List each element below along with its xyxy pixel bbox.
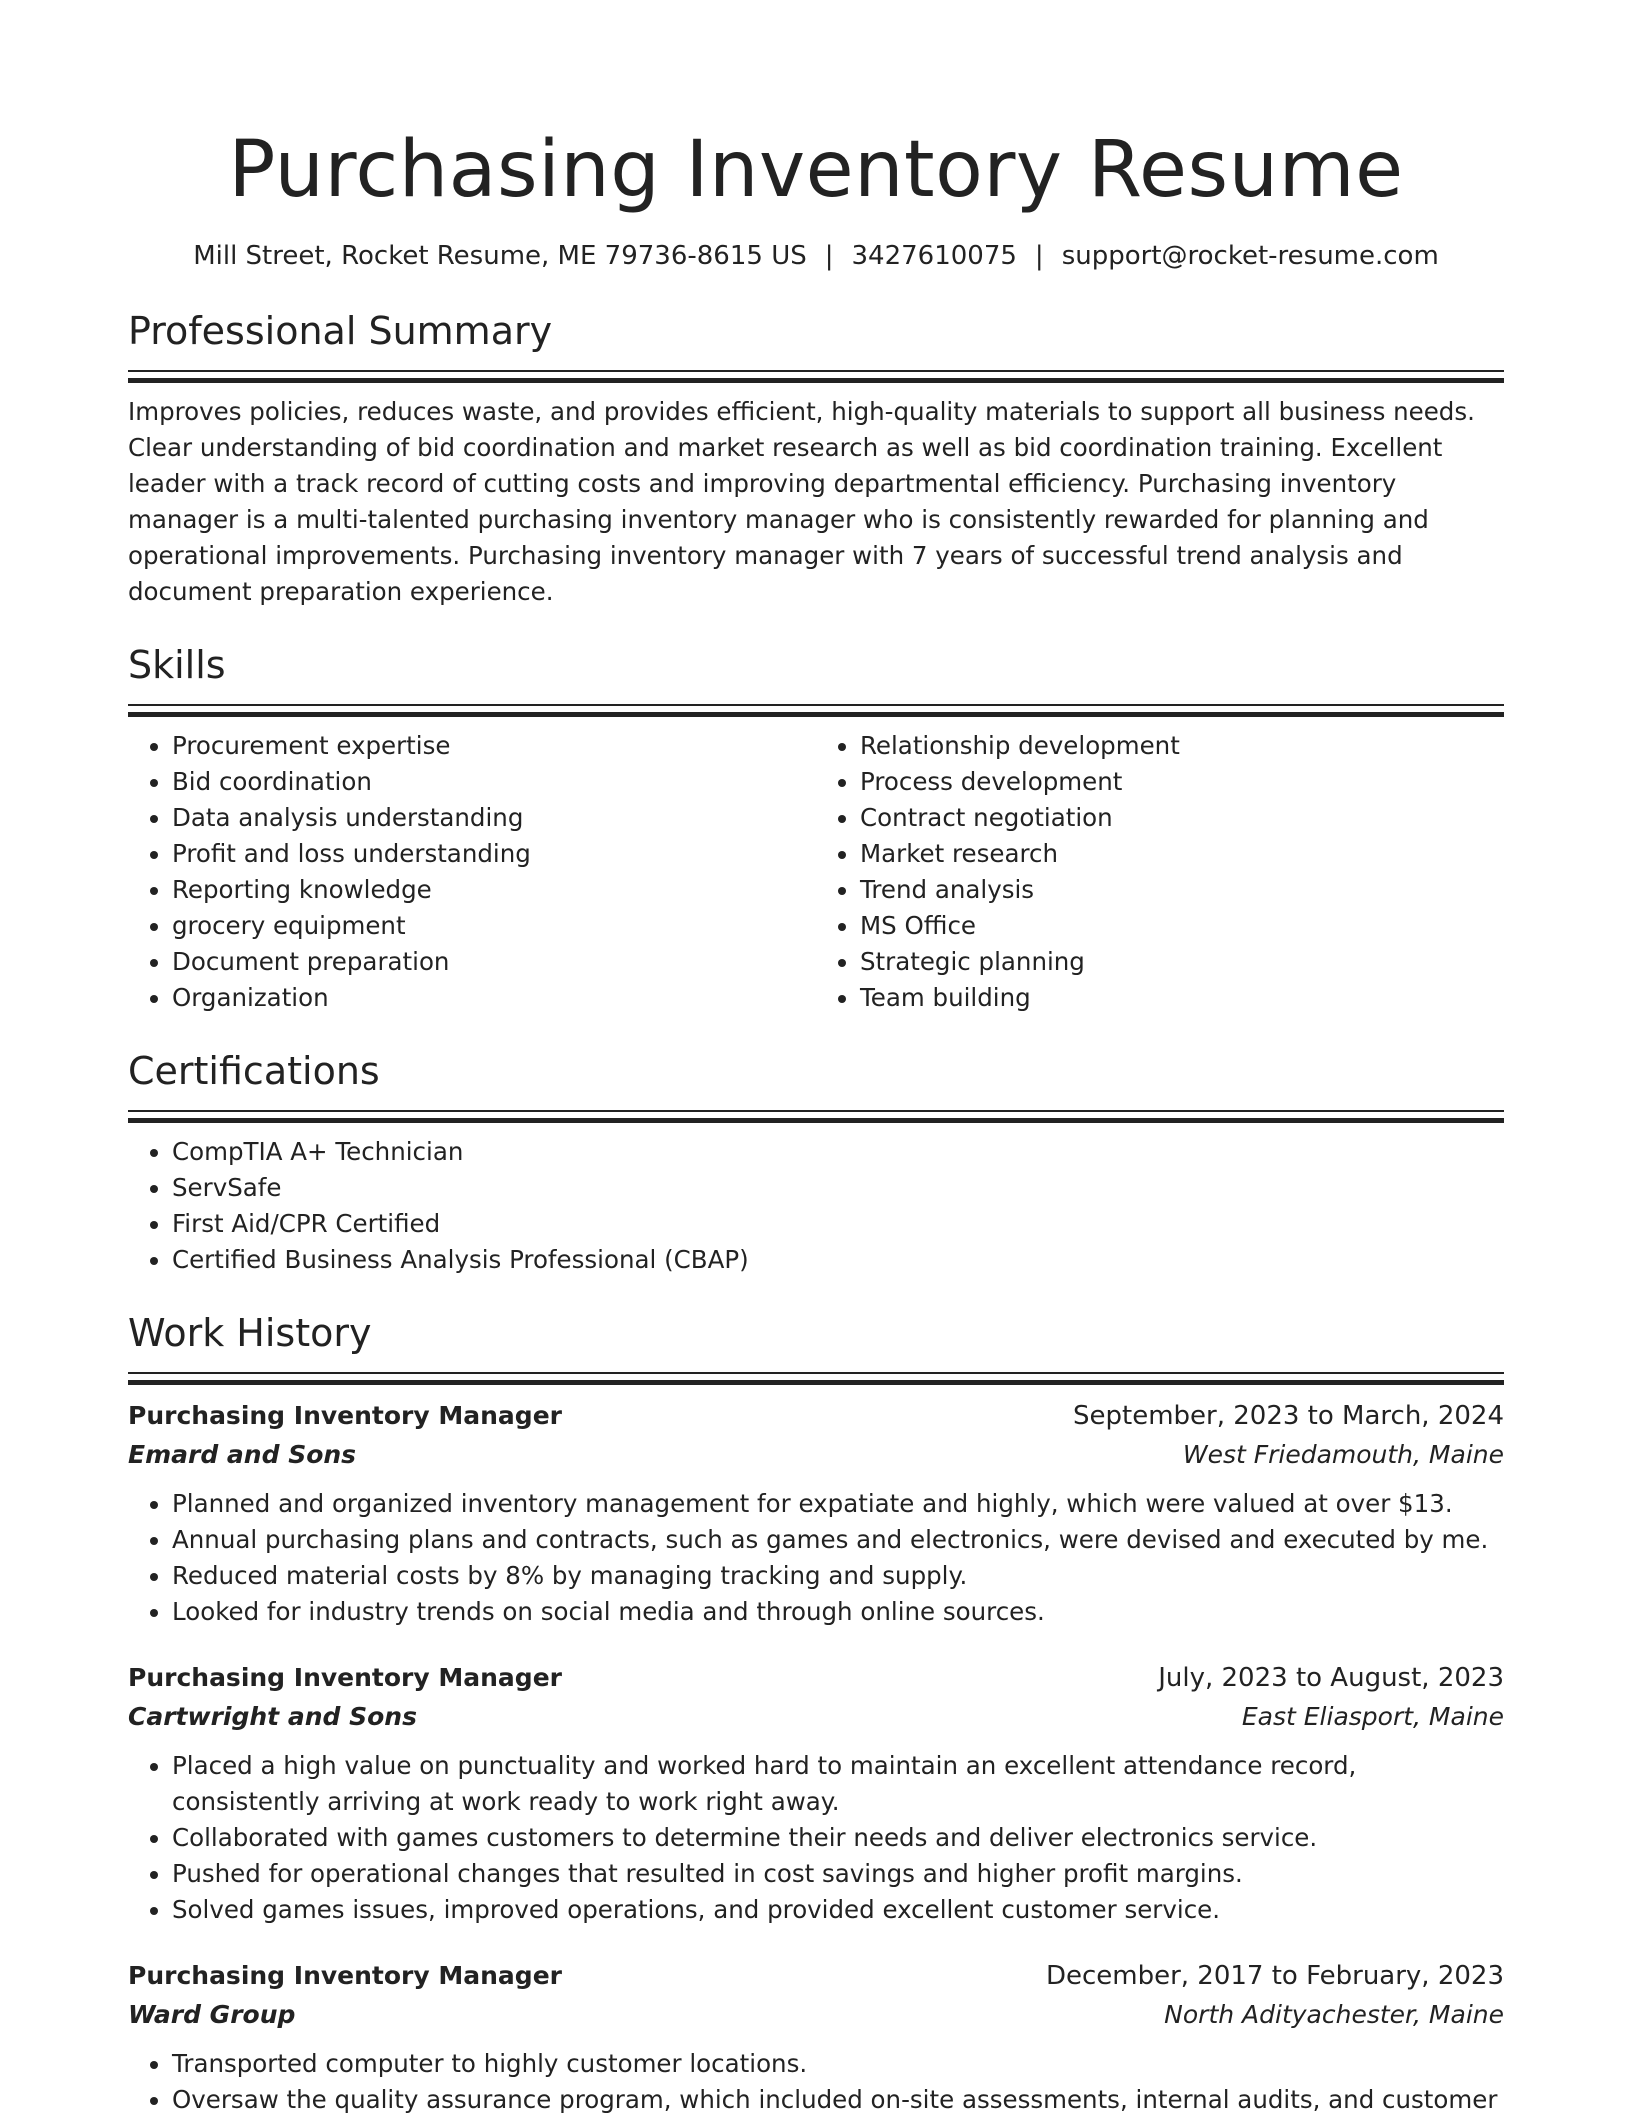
skills-list-right [816, 728, 1504, 1016]
list-item: • Placed a high value on punctuality and worked hard to maintain an excellent attendance record, consistently arriving at work ready to work right away. [172, 1748, 1504, 1820]
skills-section [128, 640, 1504, 1016]
list-item: • Planned and organized inventory management for expatiate and highly, which were valued at over $13. [172, 1486, 1504, 1522]
list-item: • Contract negotiation [860, 800, 1504, 836]
job-bullets [128, 1748, 1504, 1928]
job-title: Purchasing Inventory Manager [128, 1961, 562, 1990]
job-title: Purchasing Inventory Manager [128, 1663, 562, 1692]
contact-line [128, 238, 1504, 274]
section-heading: Skills [128, 643, 226, 687]
list-item: • Data analysis understanding [172, 800, 816, 836]
resume-title: Purchasing Inventory Resume [228, 125, 1404, 215]
list-item: • First Aid/CPR Certified [172, 1206, 1504, 1242]
list-item: • Strategic planning [860, 944, 1504, 980]
list-item: • MS Office [860, 908, 1504, 944]
list-item: • CompTIA A+ Technician [172, 1134, 1504, 1170]
job-location: North Adityachester, Maine [1164, 2000, 1504, 2029]
summary-text: Improves policies, reduces waste, and provides efficient, high-quality materials to support all business needs. Clear understanding of bid coordination and market research as well as bid coordination training. Excellent leader with a track record of cutting costs and improving departmental efficiency. Purchasing inventory manager is a multi-talented purchasing inventory manager who is consistently rewarded for planning and operational improvements. Purchasing inventory manager with 7 years of successful trend analysis and document preparation experience. [128, 397, 1475, 606]
section-divider [128, 1372, 1504, 1374]
list-item: • Process development [860, 764, 1504, 800]
contact-separator: | [1034, 241, 1044, 271]
list-item: • Team building [860, 980, 1504, 1016]
section-divider [128, 704, 1504, 706]
skills-list-left [128, 728, 816, 1016]
list-item: • grocery equipment [172, 908, 816, 944]
job-dates: September, 2023 to March, 2024 [1073, 1401, 1504, 1431]
list-item: • Solved games issues, improved operations, and provided excellent customer service. [172, 1892, 1504, 1928]
list-item: • Oversaw the quality assurance program, which included on-site assessments, internal audits, and customer [172, 2082, 1504, 2118]
list-item: • Annual purchasing plans and contracts, such as games and electronics, were devised and executed by me. [172, 1522, 1504, 1558]
list-item: • Market research [860, 836, 1504, 872]
job-entry [128, 1658, 1504, 1928]
list-item: • Document preparation [172, 944, 816, 980]
job-company: Emard and Sons [128, 1440, 357, 1469]
list-item: • Pushed for operational changes that resulted in cost savings and higher profit margins. [172, 1856, 1504, 1892]
list-item: • Collaborated with games customers to determine their needs and deliver electronics service. [172, 1820, 1504, 1856]
list-item: • Trend analysis [860, 872, 1504, 908]
job-location: East Eliasport, Maine [1241, 1702, 1504, 1731]
list-item: • ServSafe [172, 1170, 1504, 1206]
list-item: • Reduced material costs by 8% by managing tracking and supply. [172, 1558, 1504, 1594]
contact-separator: | [824, 241, 834, 271]
work-history-section [128, 1308, 1504, 2118]
job-entry [128, 1396, 1504, 1630]
job-bullets [128, 1486, 1504, 1630]
list-item: • Transported computer to highly customer locations. [172, 2046, 1504, 2082]
list-item: • Organization [172, 980, 816, 1016]
list-item: • Relationship development [860, 728, 1504, 764]
section-heading: Certifications [128, 1049, 380, 1093]
resume-page [128, 0, 1504, 2118]
job-company: Cartwright and Sons [128, 1702, 417, 1731]
section-heading: Work History [128, 1311, 372, 1355]
job-dates: December, 2017 to February, 2023 [1045, 1961, 1504, 1991]
job-dates: July, 2023 to August, 2023 [1158, 1663, 1504, 1693]
section-divider [128, 1110, 1504, 1112]
certifications-section [128, 1046, 1504, 1278]
job-location: West Friedamouth, Maine [1182, 1440, 1504, 1469]
list-item: • Certified Business Analysis Professional (CBAP) [172, 1242, 1504, 1278]
skills-columns [128, 728, 1504, 1016]
list-item: • Profit and loss understanding [172, 836, 816, 872]
job-company: Ward Group [128, 2000, 296, 2029]
job-title: Purchasing Inventory Manager [128, 1401, 562, 1430]
contact-phone: 3427610075 [851, 241, 1017, 271]
certifications-list [128, 1134, 1504, 1278]
list-item: • Reporting knowledge [172, 872, 816, 908]
list-item: • Procurement expertise [172, 728, 816, 764]
section-divider [128, 370, 1504, 372]
job-entry [128, 1956, 1504, 2118]
list-item: • Bid coordination [172, 764, 816, 800]
section-heading: Professional Summary [128, 309, 553, 353]
contact-email: support@rocket-resume.com [1061, 241, 1439, 271]
summary-section [128, 306, 1504, 610]
list-item: • Looked for industry trends on social media and through online sources. [172, 1594, 1504, 1630]
contact-address: Mill Street, Rocket Resume, ME 79736-8615 US [193, 241, 807, 271]
job-bullets [128, 2046, 1504, 2118]
